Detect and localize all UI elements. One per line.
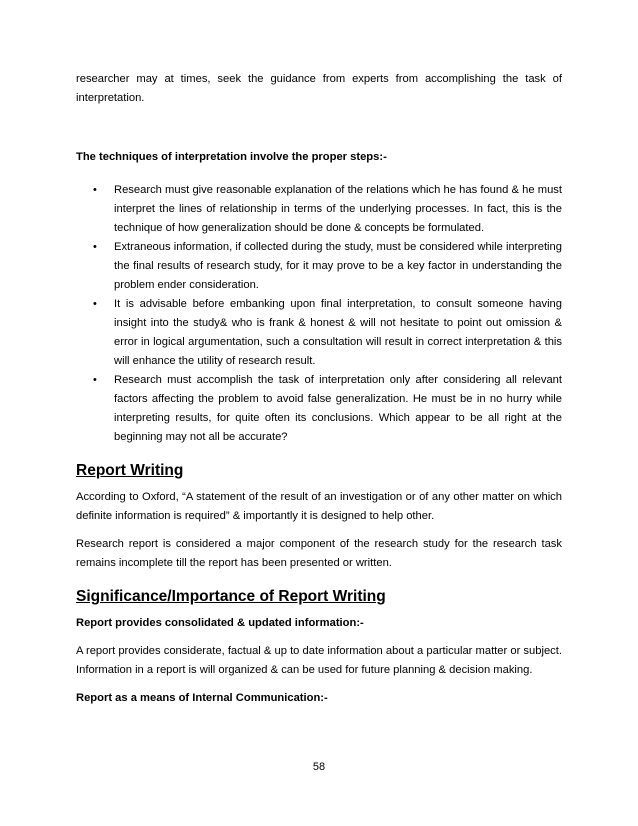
report-writing-heading: Report Writing <box>76 462 184 479</box>
techniques-heading: The techniques of interpretation involve the proper steps:- <box>76 151 387 163</box>
list-item <box>76 295 562 371</box>
intro-paragraph: researcher may at times, seek the guidance from experts from accomplishing the task of interpretation. <box>76 73 562 104</box>
consolidated-information-subheading: Report provides consolidated & updated information:- <box>76 617 364 629</box>
bullet-icon: • <box>93 298 97 310</box>
bullet-text: It is advisable before embanking upon final interpretation, to consult someone having insight into the study& who is frank & honest & will not hesitate to point out omission & error in logical argumentation, such a consultation will result in correct interpretation & this will enhance the utility of research result. <box>114 298 562 367</box>
list-item <box>76 238 562 295</box>
techniques-bullet-list <box>76 181 562 447</box>
significance-heading: Significance/Importance of Report Writing <box>76 588 386 605</box>
page-number: 58 <box>312 761 326 773</box>
bullet-text: Research must give reasonable explanation of the relations which he has found & he must interpret the lines of relationship in terms of the underlying processes. In fact, this is the technique of how generalization should be done & concepts be formulated. <box>114 184 562 234</box>
report-writing-paragraph: According to Oxford, “A statement of the result of an investigation or of any other matter on which definite information is required” & importantly it is designed to help other. <box>76 491 562 522</box>
report-writing-paragraph: Research report is considered a major component of the research study for the research task remains incomplete till the report has been presented or written. <box>76 538 562 569</box>
internal-communication-subheading: Report as a means of Internal Communication:- <box>76 692 328 704</box>
bullet-icon: • <box>93 184 97 196</box>
bullet-icon: • <box>93 374 97 386</box>
bullet-text: Research must accomplish the task of interpretation only after considering all relevant factors affecting the problem to avoid false generalization. He must be in no hurry while interpreting results, for quite often its conclusions. Which appear to be all right at the beginning may not all be accurate? <box>114 374 562 443</box>
consolidated-information-paragraph: A report provides considerate, factual & up to date information about a particular matter or subject. Information in a report is will organized & can be used for future planning & decision making. <box>76 645 562 676</box>
list-item <box>76 371 562 447</box>
bullet-icon: • <box>93 241 97 253</box>
bullet-text: Extraneous information, if collected during the study, must be considered while interpreting the final results of research study, for it may prove to be a key factor in understanding the problem ender consideration. <box>114 241 562 291</box>
list-item <box>76 181 562 238</box>
